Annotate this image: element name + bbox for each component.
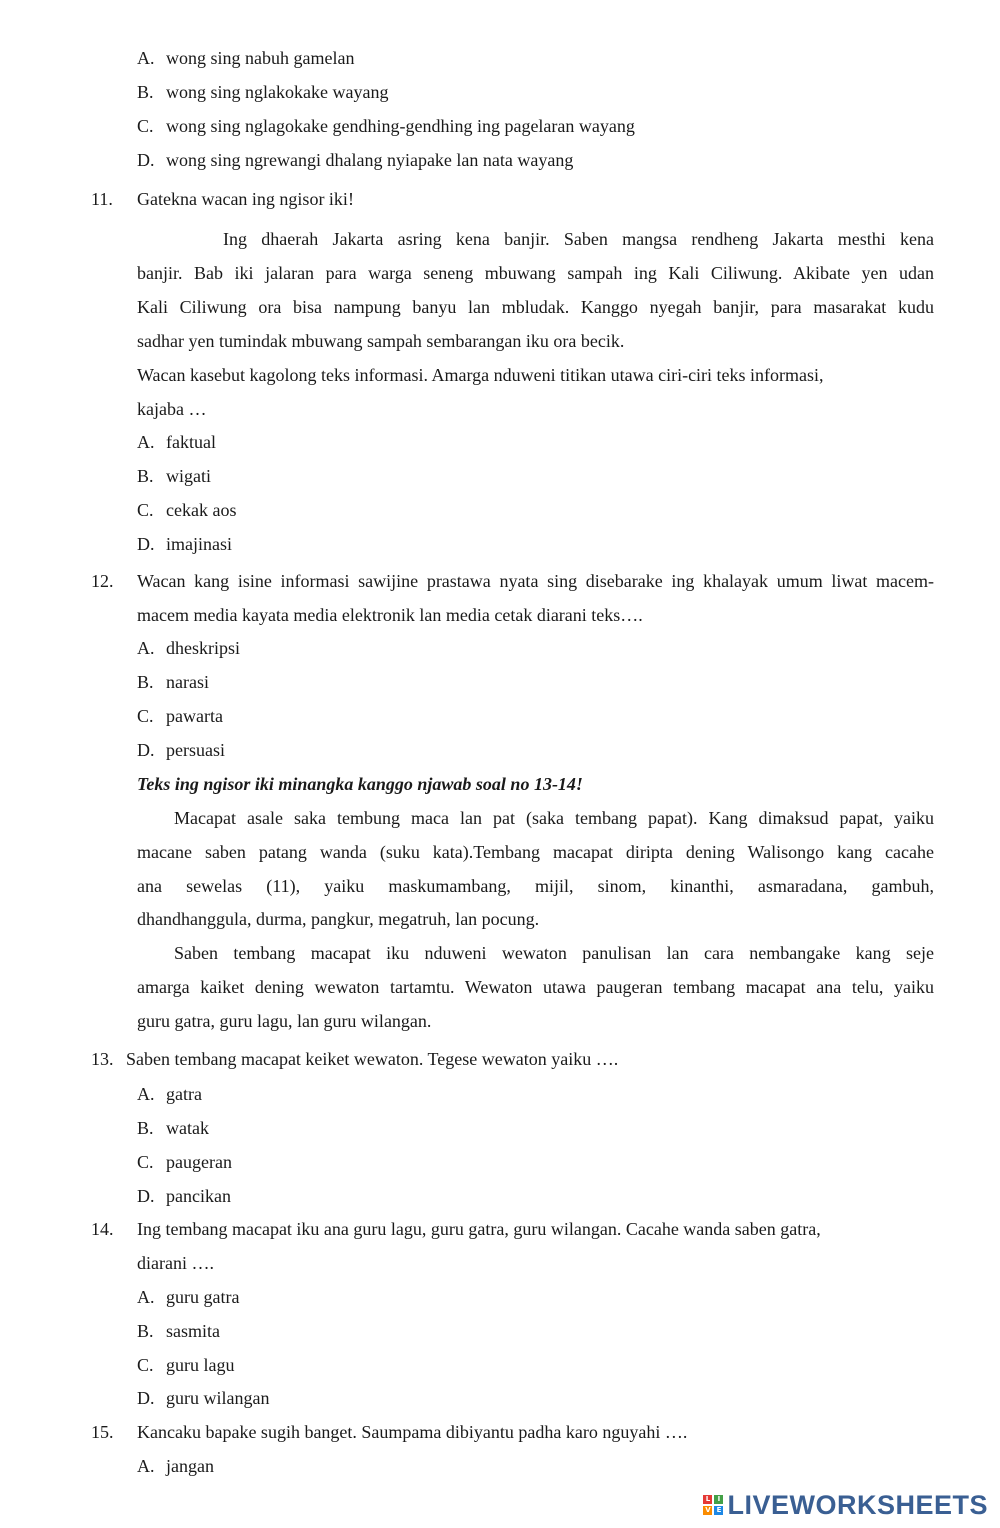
q12-text-line: macem media kayata media elektronik lan media cetak diarani teks….: [137, 605, 643, 625]
q11-passage-line: Ing dhaerah Jakarta asring kena banjir. Saben mangsa rendheng Jakarta mesthi kena: [223, 229, 934, 249]
q13-option-d[interactable]: D. pancikan: [137, 1186, 231, 1206]
logo-mark-tile: L: [703, 1495, 712, 1504]
instruction-heading: Teks ing ngisor iki minangka kanggo njawab soal no 13-14!: [137, 774, 583, 794]
macapat-passage-line: Macapat asale saka tembung maca lan pat (saka tembang papat). Kang dimaksud papat, yaiku: [174, 808, 934, 828]
q12-text-line: Wacan kang isine informasi sawijine prastawa nyata sing disebarake ing khalayak umum liwat macem-: [137, 571, 934, 591]
q10-option-d[interactable]: D. wong sing ngrewangi dhalang nyiapake lan nata wayang: [137, 150, 574, 170]
q12-option-a[interactable]: A. dheskripsi: [137, 638, 240, 658]
macapat-passage-line: macane saben patang wanda (suku kata).Tembang macapat diripta dening Walisongo kang cacahe: [137, 842, 934, 862]
q14-option-d[interactable]: D. guru wilangan: [137, 1388, 270, 1408]
q14-option-c[interactable]: C. guru lagu: [137, 1355, 235, 1375]
q13-option-b[interactable]: B. watak: [137, 1118, 209, 1138]
logo-text: LIVEWORKSHEETS: [727, 1489, 988, 1520]
q13-option-c[interactable]: C. paugeran: [137, 1152, 232, 1172]
q11-prompt: Gatekna wacan ing ngisor iki!: [137, 189, 354, 209]
q14-number: 14.: [91, 1219, 114, 1239]
q13-option-a[interactable]: A. gatra: [137, 1084, 202, 1104]
logo-mark-tile: V: [705, 1506, 711, 1514]
macapat-passage-line: dhandhanggula, durma, pangkur, megatruh, lan pocung.: [137, 909, 540, 929]
q13-text: Saben tembang macapat keiket wewaton. Tegese wewaton yaiku ….: [126, 1049, 619, 1069]
q14-option-a[interactable]: A. guru gatra: [137, 1287, 240, 1307]
macapat-passage-line: amarga kaiket dening wewaton tartamtu. Wewaton utawa paugeran tembang macapat ana telu, yaiku: [137, 977, 934, 997]
q14-text-line: diarani ….: [137, 1253, 214, 1273]
q13-number: 13.: [91, 1049, 114, 1069]
q11-option-a[interactable]: A. faktual: [137, 432, 216, 452]
liveworksheets-logo[interactable]: [703, 1488, 988, 1522]
macapat-passage-line: Saben tembang macapat iku nduweni wewaton panulisan lan cara nembangake kang seje: [174, 943, 934, 963]
liveworksheets-logo-mark-icon: [703, 1495, 723, 1515]
q12-option-d[interactable]: D. persuasi: [137, 740, 225, 760]
logo-mark-tile: I: [714, 1495, 723, 1504]
macapat-passage-line: ana sewelas (11), yaiku maskumambang, mijil, sinom, kinanthi, asmaradana, gambuh,: [137, 876, 934, 896]
logo-mark-tile: E: [714, 1506, 723, 1515]
q11-option-d[interactable]: D. imajinasi: [137, 534, 232, 554]
q15-text: Kancaku bapake sugih banget. Saumpama dibiyantu padha karo nguyahi ….: [137, 1422, 688, 1442]
q15-number: 15.: [91, 1422, 114, 1442]
q11-passage-line: sadhar yen tumindak mbuwang sampah sembarangan iku ora becik.: [137, 331, 625, 351]
q12-option-c[interactable]: C. pawarta: [137, 706, 223, 726]
q12-number: 12.: [91, 571, 114, 591]
q11-question-line: kajaba …: [137, 399, 207, 419]
q11-passage-line: banjir. Bab iki jalaran para warga seneng mbuwang sampah ing Kali Ciliwung. Akibate yen udan: [137, 263, 934, 283]
q14-option-b[interactable]: B. sasmita: [137, 1321, 220, 1341]
q11-passage-line: Kali Ciliwung ora bisa nampung banyu lan mbludak. Kanggo nyegah banjir, para masarakat kudu: [137, 297, 934, 317]
q12-option-b[interactable]: B. narasi: [137, 672, 209, 692]
q10-option-a[interactable]: A. wong sing nabuh gamelan: [137, 48, 355, 68]
q11-number: 11.: [91, 189, 113, 209]
q11-option-c[interactable]: C. cekak aos: [137, 500, 237, 520]
q11-question-line: Wacan kasebut kagolong teks informasi. Amarga nduweni titikan utawa ciri-ciri teks informasi,: [137, 365, 824, 385]
macapat-passage-line: guru gatra, guru lagu, lan guru wilangan.: [137, 1011, 432, 1031]
q10-option-c[interactable]: C. wong sing nglagokake gendhing-gendhing ing pagelaran wayang: [137, 116, 635, 136]
q14-text-line: Ing tembang macapat iku ana guru lagu, guru gatra, guru wilangan. Cacahe wanda saben gatra,: [137, 1219, 821, 1239]
q11-option-b[interactable]: B. wigati: [137, 466, 211, 486]
q10-option-b[interactable]: B. wong sing nglakokake wayang: [137, 82, 389, 102]
q15-option-a[interactable]: A. jangan: [137, 1456, 214, 1476]
